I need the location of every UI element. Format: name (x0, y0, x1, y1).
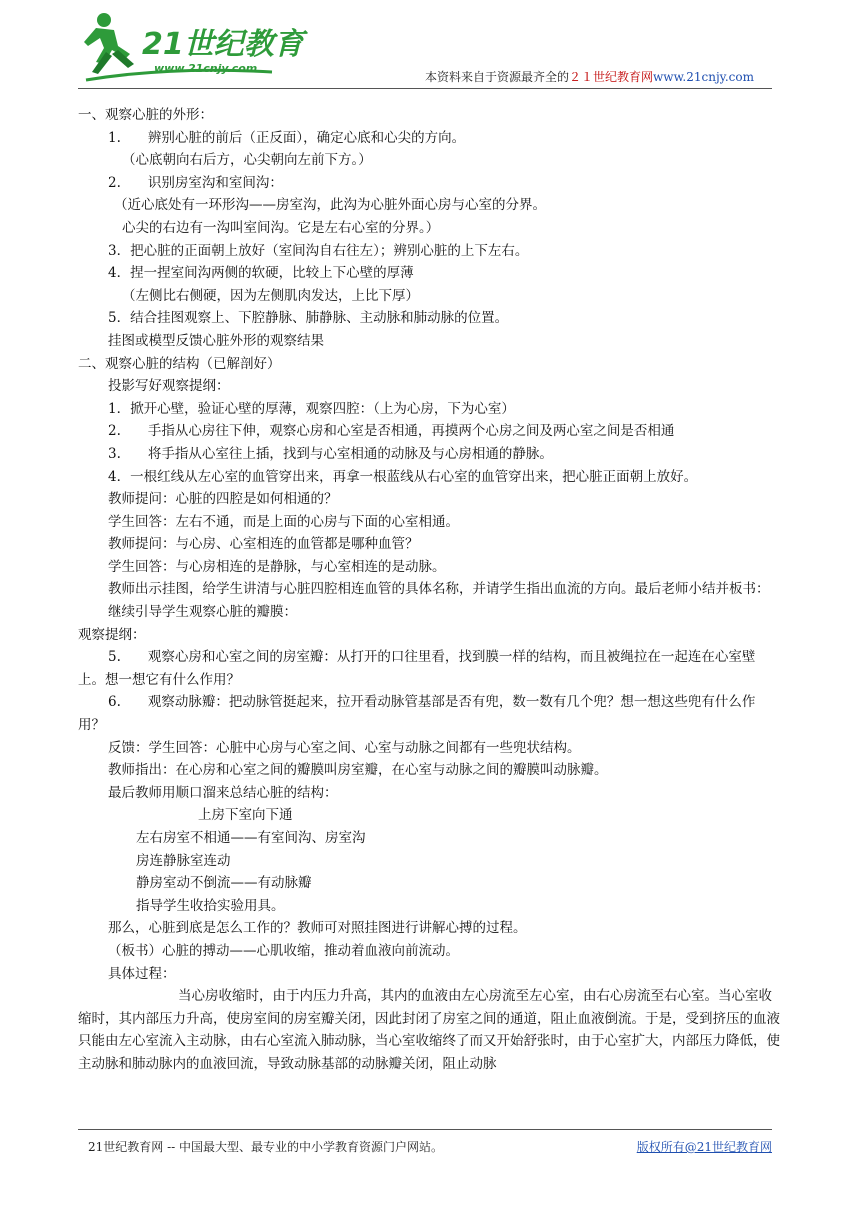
text-line: 4．捏一捏室间沟两侧的软硬，比较上下心壁的厚薄 (108, 265, 414, 282)
text-line: 学生回答：左右不通，而是上面的心房与下面的心室相通。 (108, 513, 459, 530)
text-line: 指导学生收拾实验用具。 (136, 897, 285, 914)
text-line: 5．结合挂图观察上、下腔静脉、肺静脉、主动脉和肺动脉的位置。 (108, 310, 509, 327)
section-heading: 一、观察心脏的外形： (78, 107, 213, 123)
text-line: （近心底处有一环形沟——房室沟，此沟为心脏外面心房与心室的分界。 (114, 197, 546, 214)
text-line: 具体过程： (108, 965, 176, 982)
source-url[interactable]: www.21cnjy.com (653, 70, 754, 84)
text-line: 2. 手指从心房往下伸，观察心房和心室是否相通，再摸两个心房之间及两心室之间是否相通 (108, 423, 675, 440)
text-line: 投影写好观察提纲： (108, 378, 230, 395)
text-line: 教师提问：与心房、心室相连的血管都是哪种血管？ (108, 536, 419, 553)
text-line: 3．把心脏的正面朝上放好（室间沟自右往左）；辨别心脏的上下左右。 (108, 242, 529, 259)
logo-url: www.21cnjy.com (154, 62, 258, 75)
text-line: 学生回答：与心房相连的是静脉，与心室相连的是动脉。 (108, 558, 446, 575)
text-line: 继续引导学生观察心脏的瓣膜： (108, 604, 297, 621)
text-paragraph: 6. 观察动脉瓣：把动脉管挺起来，拉开看动脉管基部是否有兜，数一数有几个兜？想一想这些兜有什么作用？ (78, 694, 756, 734)
document-body (78, 104, 782, 1076)
text-line: （板书）心脏的搏动——心肌收缩，推动着血液向前流动。 (108, 942, 459, 959)
text-line: 1．掀开心壁，验证心壁的厚薄，观察四腔：（上为心房，下为心室） (108, 400, 515, 417)
text-line: （心底朝向右后方，心尖朝向左前下方。） (122, 152, 372, 169)
text-paragraph: 5. 观察心房和心室之间的房室瓣：从打开的口往里看，找到膜一样的结构，而且被绳拉在一起连在心室壁上。想一想它有什么作用？ (78, 649, 756, 688)
text-line: （左侧比右侧硬，因为左侧肌肉发达，上比下厚） (122, 287, 419, 304)
text-paragraph: 当心房收缩时，由于内压力升高，其内的血液由左心房流至左心室，由右心房流至右心室。当心室收缩时，其内部压力升高，使房室间的房室瓣关闭，因此封闭了房室之间的通道，阻止血液倒流。于是，受到挤压的血液只能由左心室流入主动脉，由右心室流入肺动脉，当心室收缩终了而又开始舒张时，由于心室扩大，内部压力降低，使主动脉和肺动脉内的血液回流，导致动脉基部的动脉瓣关闭，阻止动脉 (78, 988, 780, 1072)
text-line: 1. 辨别心脏的前后（正反面），确定心底和心尖的方向。 (108, 129, 466, 146)
text-line: 2. 识别房室沟和室间沟： (108, 174, 283, 191)
rhyme-line: 静房室动不倒流——有动脉瓣 (136, 875, 312, 892)
text-line: 4．一根红线从左心室的血管穿出来，再拿一根蓝线从右心室的血管穿出来，把心脏正面朝上放好。 (108, 468, 698, 485)
text-line: 教师提问：心脏的四腔是如何相通的？ (108, 491, 338, 508)
text-line: 最后教师用顺口溜来总结心脏的结构： (108, 784, 338, 801)
text-line: 教师指出：在心房和心室之间的瓣膜叫房室瓣，在心室与动脉之间的瓣膜叫动脉瓣。 (108, 762, 608, 779)
copyright-link[interactable]: 版权所有@21世纪教育网 (636, 1140, 772, 1154)
text-paragraph: 教师出示挂图，给学生讲清与心脏四腔相连血管的具体名称，并请学生指出血流的方向。最后老师小结并板书： (108, 581, 770, 598)
page-header (0, 0, 860, 92)
text-line: 挂图或模型反馈心脏外形的观察结果 (108, 332, 324, 349)
rhyme-line: 房连静脉室连动 (136, 852, 231, 869)
source-note: 本资料来自于资源最齐全的２１世纪教育网www.21cnjy.com (424, 70, 754, 84)
footer-text: 21世纪教育网 -- 中国最大型、最专业的中小学教育资源门户网站。 (88, 1140, 444, 1154)
site-logo (82, 10, 312, 85)
header-divider (78, 88, 772, 89)
text-line: 反馈：学生回答：心脏中心房与心室之间、心室与动脉之间都有一些兜状结构。 (108, 739, 581, 756)
text-line: 观察提纲： (78, 626, 146, 643)
rhyme-line: 上房下室向下通 (198, 807, 293, 824)
logo-text: 21世纪教育 (142, 27, 304, 62)
rhyme-line: 左右房室不相通——有室间沟、房室沟 (136, 830, 366, 846)
text-line: 那么，心脏到底是怎么工作的？教师可对照挂图进行讲解心搏的过程。 (108, 920, 527, 937)
footer-divider (78, 1129, 772, 1130)
section-heading: 二、观察心脏的结构（已解剖好） (78, 355, 281, 372)
text-line: 心尖的右边有一沟叫室间沟。它是左右心室的分界。） (122, 219, 440, 236)
text-line: 3. 将手指从心室往上插，找到与心室相通的动脉及与心房相通的静脉。 (108, 445, 553, 462)
